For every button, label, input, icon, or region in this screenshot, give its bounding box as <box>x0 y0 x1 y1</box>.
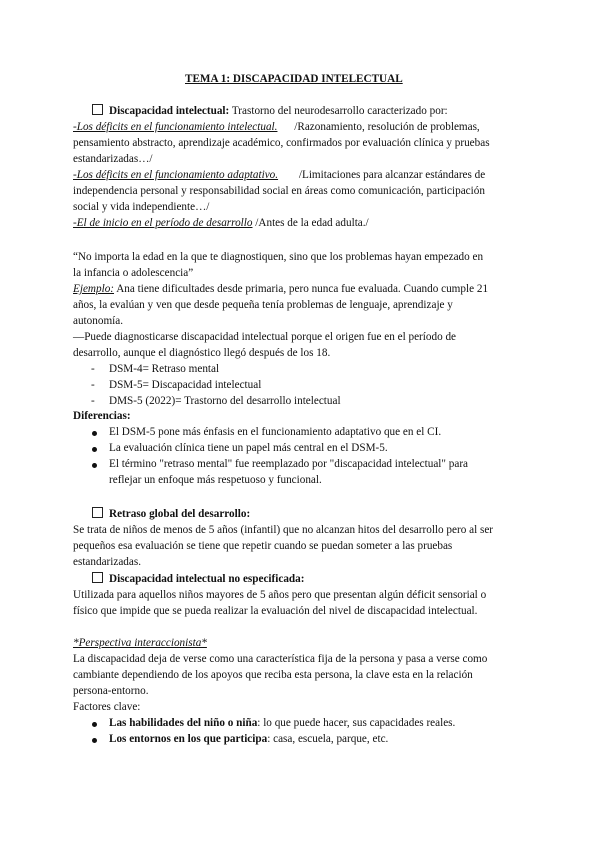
bullet-icon <box>92 447 97 452</box>
perspectiva-line-2: cambiante dependiendo de los apoyos que reciba esta persona, la clave esta en la relación <box>73 669 473 681</box>
document-title: TEMA 1: DISCAPACIDAD INTELECTUAL <box>185 73 403 85</box>
example-text: Ana tiene dificultades desde primaria, pero nunca fue evaluada. Cuando cumple 21 <box>114 283 489 295</box>
criterion-2-label: -Los déficits en el funcionamiento adaptativo. <box>73 169 279 181</box>
example-label: Ejemplo: <box>73 283 115 295</box>
heading-text: Discapacidad intelectual no especificada: <box>109 573 305 585</box>
difference-item-2: La evaluación clínica tiene un papel más central en el DSM-5. <box>109 442 388 454</box>
bullet-icon <box>92 722 97 727</box>
bullet-icon <box>92 738 97 743</box>
criterion-3-line <box>73 216 369 232</box>
retraso-line-2: pequeños esa evaluación se tiene que repetir cuando se puedan someter a las pruebas <box>73 540 453 552</box>
example-line-4: —Puede diagnosticarse discapacidad intelectual porque el origen fue en el período de <box>73 331 457 343</box>
factores-clave-label: Factores clave: <box>73 701 141 713</box>
example-line-1 <box>73 282 488 298</box>
perspectiva-heading: *Perspectiva interaccionista* <box>73 637 207 649</box>
criterion-1-text: /Razonamiento, resolución de problemas, <box>291 121 480 133</box>
criterion-1-line-2: pensamiento abstracto, aprendizaje académico, confirmados por evaluación clínica y pruebas <box>73 137 490 149</box>
perspectiva-line-1: La discapacidad deja de verse como una característica fija de la persona y pasa a verse como <box>73 653 488 665</box>
criterion-2-line-3: social y vida independiente…/ <box>73 201 210 213</box>
example-line-2: años, la evalúan y ven que desde pequeña tenía problemas de lenguaje, aprendizaje y <box>73 299 453 311</box>
retraso-line-1: Se trata de niños de menos de 5 años (infantil) que no alcanzan hitos del desarrollo pero al ser <box>73 524 494 536</box>
criterion-3-text: /Antes de la edad adulta./ <box>252 217 369 229</box>
example-line-3: autonomía. <box>73 315 124 327</box>
section-heading-retraso-global <box>92 507 250 523</box>
bullet-icon <box>92 431 97 436</box>
difference-item-1: El DSM-5 pone más énfasis en el funcionamiento adaptativo que en el CI. <box>109 426 442 438</box>
retraso-line-3: estandarizadas. <box>73 556 142 568</box>
criterion-2-text: /Limitaciones para alcanzar estándares de <box>296 169 486 181</box>
factor-2-bold: Los entornos en los que participa <box>109 733 268 745</box>
criterion-1-line-3: estandarizadas…/ <box>73 153 153 165</box>
factor-1-text: : lo que puede hacer, sus capacidades reales. <box>257 717 456 729</box>
heading-text: Retraso global del desarrollo: <box>109 508 251 520</box>
criterion-2-line-2: independencia personal y responsabilidad social en áreas como comunicación, participación <box>73 185 485 197</box>
dsm-dash-3: - <box>91 395 95 407</box>
no-especificada-line-2: físico que impide que se pueda realizar la evaluación del nivel de discapacidad intelectual. <box>73 605 478 617</box>
dsm-item-3: DMS-5 (2022)= Trastorno del desarrollo intelectual <box>109 395 341 407</box>
differences-heading: Diferencias: <box>73 410 131 422</box>
factor-item-1 <box>109 716 455 732</box>
factor-2-text: : casa, escuela, parque, etc. <box>267 733 389 745</box>
factor-1-bold: Las habilidades del niño o niña <box>109 717 258 729</box>
dsm-item-2: DSM-5= Discapacidad intelectual <box>109 379 262 391</box>
dsm-item-1: DSM-4= Retraso mental <box>109 363 220 375</box>
no-especificada-line-1: Utilizada para aquellos niños mayores de 5 años pero que presentan algún déficit sensorial o <box>73 589 487 601</box>
dsm-dash-2: - <box>91 379 95 391</box>
criterion-1-line-1 <box>73 120 480 136</box>
quote-line-1: “No importa la edad en la que te diagnostiquen, sino que los problemas hayan empezado en <box>73 251 484 263</box>
bullet-icon <box>92 463 97 468</box>
heading-text: Discapacidad intelectual: <box>109 105 230 117</box>
difference-item-3-line-2: reflejar un enfoque más respetuoso y funcional. <box>109 474 322 486</box>
criterion-1-label: -Los déficits en el funcionamiento intelectual. <box>73 121 278 133</box>
factor-item-2 <box>109 732 388 748</box>
example-line-5: desarrollo, aunque el diagnóstico llegó después de los 18. <box>73 347 331 359</box>
dsm-dash-1: - <box>91 363 95 375</box>
checkbox-icon <box>92 572 103 583</box>
checkbox-icon <box>92 507 103 518</box>
quote-line-2: la infancia o adolescencia” <box>73 267 194 279</box>
heading-rest: Trastorno del neurodesarrollo caracterizado por: <box>229 105 448 117</box>
difference-item-3-line-1: El término "retraso mental" fue reemplazado por "discapacidad intelectual" para <box>109 458 469 470</box>
criterion-3-label: -El de inicio en el período de desarrollo <box>73 217 253 229</box>
perspectiva-line-3: persona-entorno. <box>73 685 149 697</box>
section-heading-discapacidad-intelectual <box>92 104 448 120</box>
checkbox-icon <box>92 104 103 115</box>
criterion-2-line-1 <box>73 168 485 184</box>
section-heading-no-especificada <box>92 572 304 588</box>
